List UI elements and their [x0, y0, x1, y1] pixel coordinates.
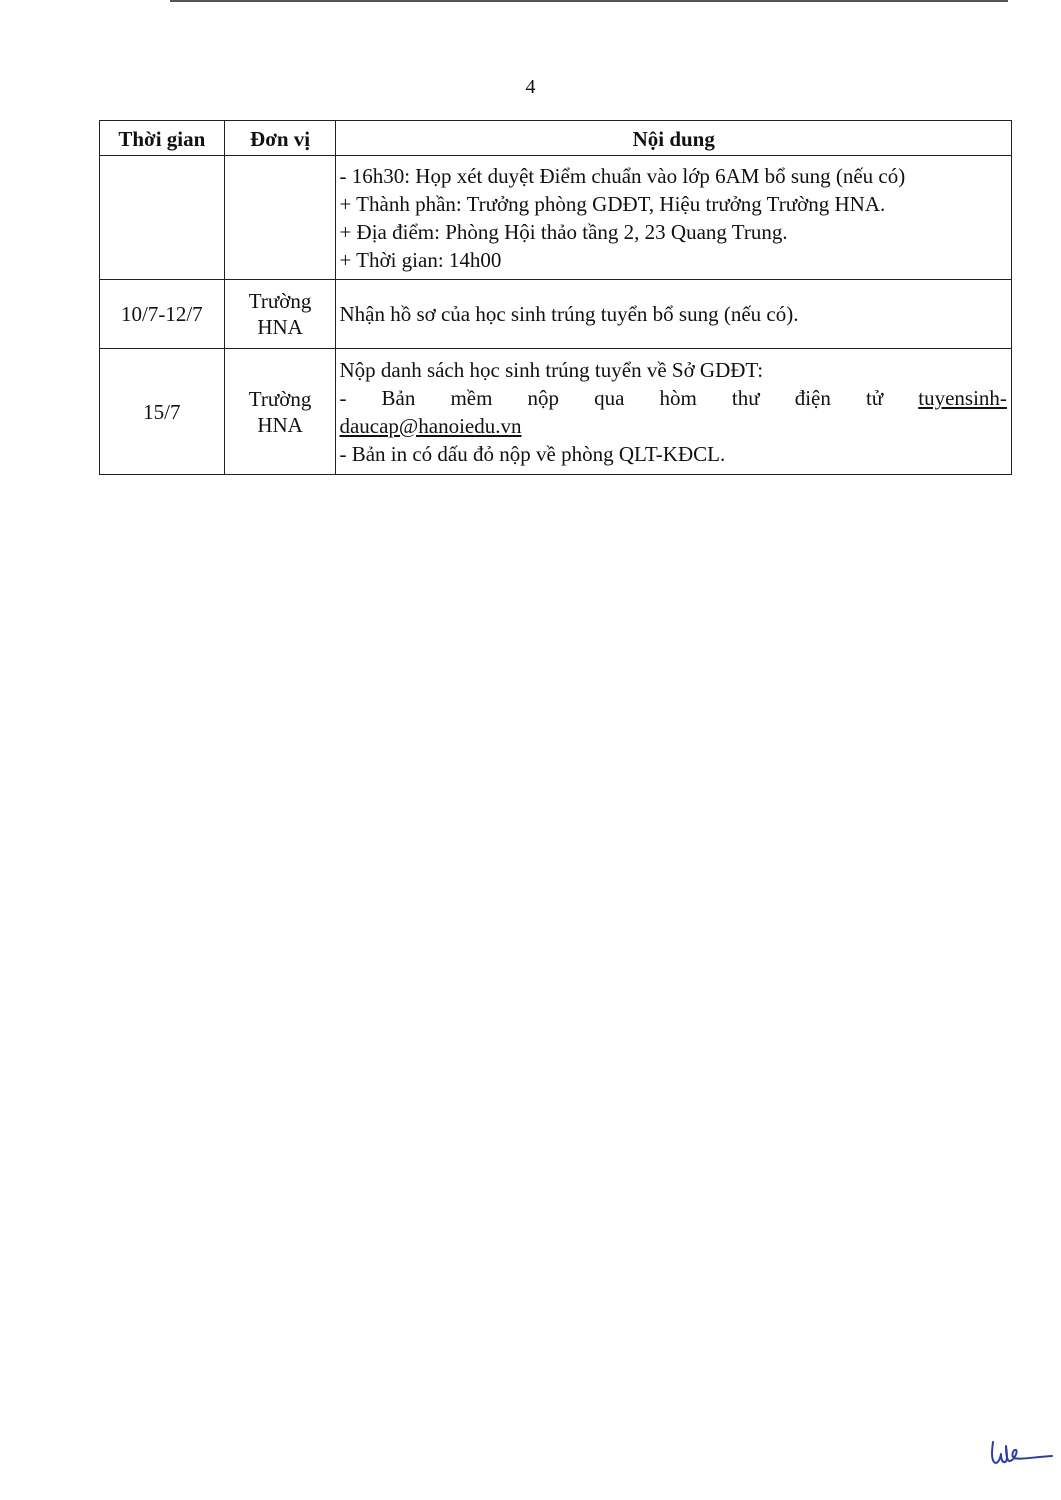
word: tử — [865, 385, 884, 410]
word: hòm — [659, 385, 697, 410]
cell-content — [336, 280, 1012, 349]
content-line: + Thành phần: Trưởng phòng GDĐT, Hiệu trưởng Trường HNA. — [339, 191, 886, 216]
table-row — [100, 349, 1012, 475]
signature-initials — [988, 1436, 1054, 1468]
cell-time: 15/7 — [100, 349, 225, 475]
word: điện — [794, 385, 831, 410]
top-border-line — [170, 0, 1008, 2]
page-number: 4 — [525, 76, 536, 98]
word: nộp — [527, 385, 560, 410]
cell-time — [100, 156, 225, 280]
content-line: - 16h30: Họp xét duyệt Điểm chuẩn vào lớp 6AM bổ sung (nếu có) — [339, 163, 906, 188]
content-justified-line — [339, 384, 1007, 412]
word: mềm — [450, 385, 493, 410]
schedule-table — [99, 120, 1012, 475]
unit-line: Trường — [248, 289, 312, 313]
content-line: Nộp danh sách học sinh trúng tuyển về Sở GDĐT: — [339, 357, 764, 382]
word: Bản — [381, 385, 416, 410]
email-link-end[interactable]: daucap@hanoiedu.vn — [339, 413, 522, 438]
word: - — [339, 385, 347, 410]
header-time: Thời gian — [100, 121, 225, 156]
unit-line: HNA — [257, 412, 303, 437]
word: qua — [594, 385, 625, 410]
header-unit: Đơn vị — [224, 121, 336, 156]
content-line: Nhận hồ sơ của học sinh trúng tuyển bổ sung (nếu có). — [339, 302, 799, 326]
cell-time: 10/7-12/7 — [100, 280, 225, 349]
content-line: + Thời gian: 14h00 — [339, 247, 502, 272]
content-line: - Bản in có dấu đỏ nộp về phòng QLT-KĐCL. — [339, 441, 726, 466]
cell-content — [336, 349, 1012, 475]
cell-content — [336, 156, 1012, 280]
unit-line: HNA — [257, 315, 303, 339]
table-row — [100, 280, 1012, 349]
word: thư — [731, 385, 760, 410]
cell-unit — [224, 156, 336, 280]
unit-line: Trường — [248, 386, 312, 411]
table-header-row — [100, 121, 1012, 156]
cell-unit — [224, 349, 336, 475]
cell-unit — [224, 280, 336, 349]
email-link-start[interactable]: tuyensinh- — [918, 385, 1007, 410]
content-line: + Địa điểm: Phòng Hội thảo tầng 2, 23 Quang Trung. — [339, 219, 788, 244]
header-content: Nội dung — [336, 121, 1012, 156]
table-row — [100, 156, 1012, 280]
